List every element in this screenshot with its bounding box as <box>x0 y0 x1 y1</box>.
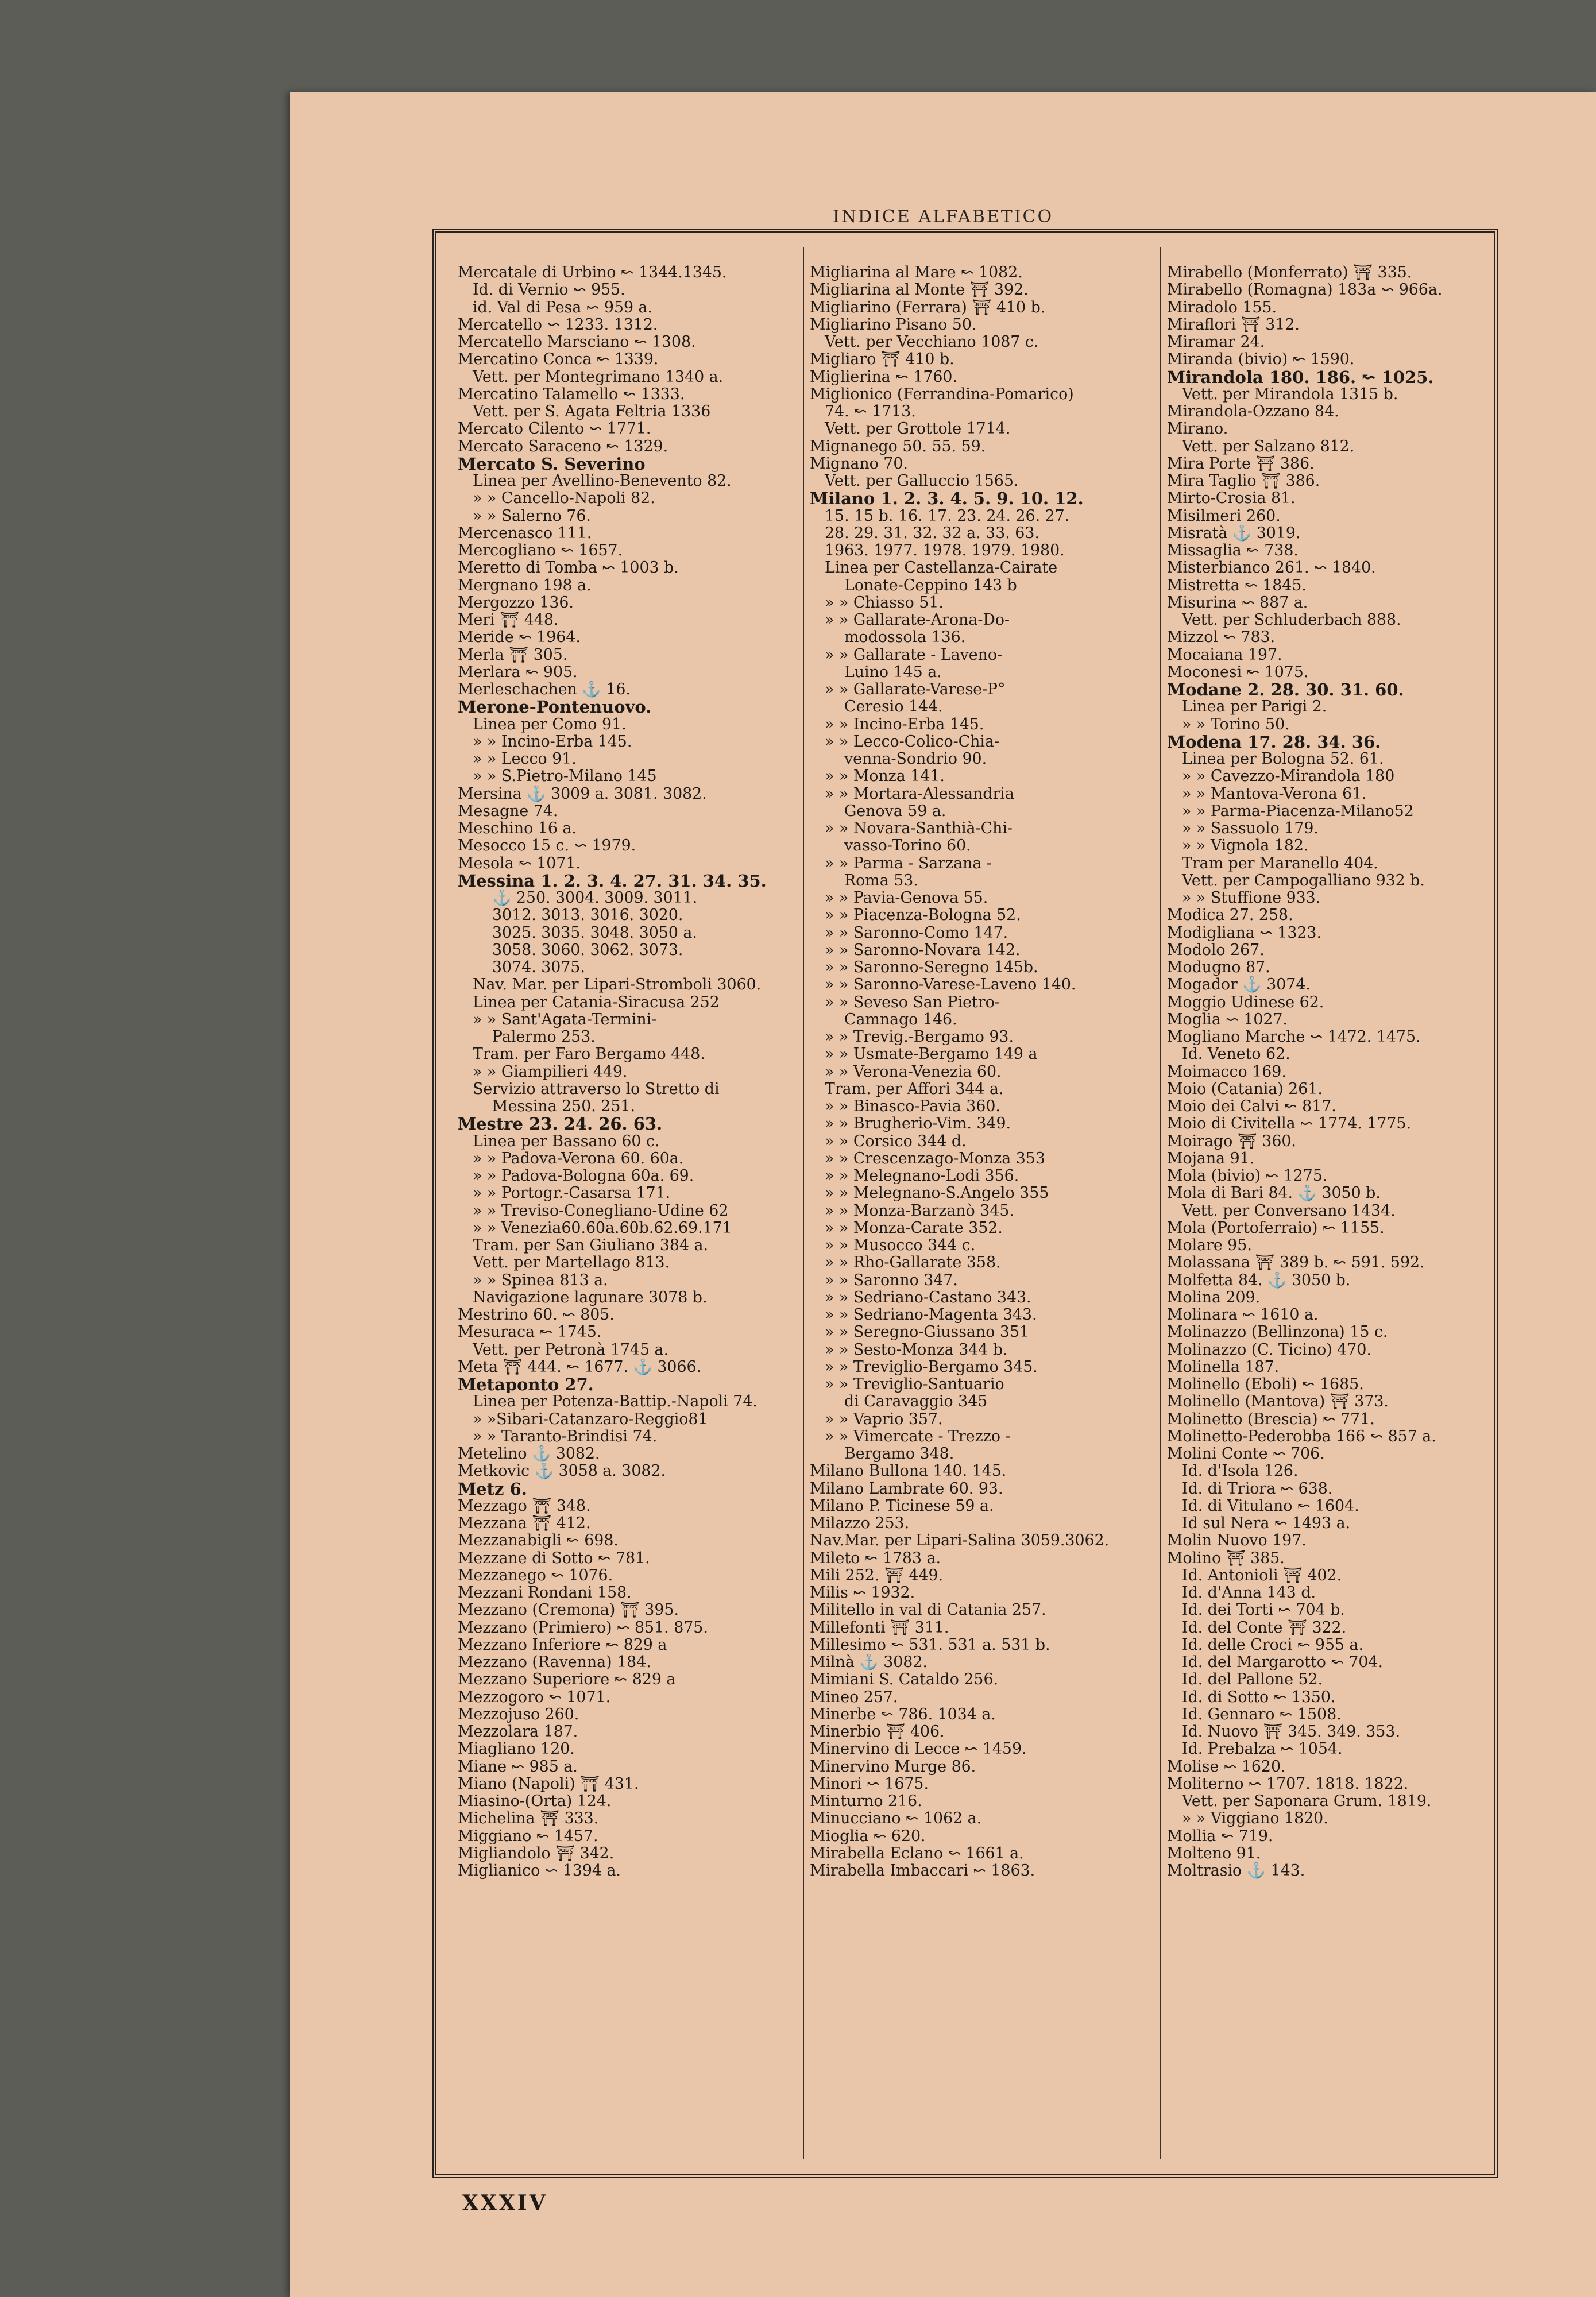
index-entry: 1963. 1977. 1978. 1979. 1980. <box>825 542 1065 559</box>
index-entry: » » Lecco 91. <box>473 751 577 768</box>
index-entry: » » Melegnano-Lodi 356. <box>825 1167 1019 1185</box>
index-entry: Molinello (Eboli) ↜ 1685. <box>1167 1376 1364 1393</box>
index-entry: Mezzano (Ravenna) 184. <box>458 1654 651 1671</box>
index-entry: » » Treviso-Conegliano-Udine 62 <box>473 1202 729 1220</box>
index-entry: 3012. 3013. 3016. 3020. <box>492 907 683 925</box>
index-entry: » » Cavezzo-Mirandola 180 <box>1182 768 1395 786</box>
index-entry: Tram. per San Giuliano 384 a. <box>473 1237 708 1254</box>
index-entry: Vett. per Salzano 812. <box>1182 438 1355 455</box>
index-entry: Minerbio ⛩ 406. <box>810 1723 945 1741</box>
index-entry: Vett. per Campogalliano 932 b. <box>1182 872 1425 890</box>
index-entry: Milano P. Ticinese 59 a. <box>810 1497 994 1515</box>
index-entry: » » Saronno-Como 147. <box>825 924 1008 942</box>
index-entry: » » Melegnano-S.Angelo 355 <box>825 1185 1049 1202</box>
index-entry: Mizzol ↜ 783. <box>1167 629 1276 647</box>
index-entry: Mirandola 180. 186. ↜ 1025. <box>1167 368 1434 386</box>
index-entry: Mogador ⚓ 3074. <box>1167 976 1311 994</box>
index-entry: Messina 250. 251. <box>492 1098 635 1115</box>
index-entry: Mira Porte ⛩ 386. <box>1167 455 1315 473</box>
index-entry: » »Sibari-Catanzaro-Reggio81 <box>473 1410 708 1428</box>
index-entry: Mersina ⚓ 3009 a. 3081. 3082. <box>458 785 707 803</box>
index-entry: Mileto ↜ 1783 a. <box>810 1549 941 1567</box>
index-entry: Id sul Nera ↜ 1493 a. <box>1182 1515 1351 1532</box>
index-entry: Misratà ⚓ 3019. <box>1167 524 1301 542</box>
index-entry: » » Sesto-Monza 344 b. <box>825 1341 1008 1359</box>
index-entry: » » Verona-Venezia 60. <box>825 1063 1002 1081</box>
index-entry: Minturno 216. <box>810 1793 922 1810</box>
index-entry: Navigazione lagunare 3078 b. <box>473 1289 708 1306</box>
index-entry: Michelina ⛩ 333. <box>458 1810 599 1828</box>
index-entry: » » Crescenzago-Monza 353 <box>825 1150 1045 1167</box>
index-entry: » » Saronno-Novara 142. <box>825 941 1021 959</box>
index-entry: Metaponto 27. <box>458 1376 594 1394</box>
index-entry: Mercatino Conca ↜ 1339. <box>458 351 659 369</box>
index-entry: Id. d'Isola 126. <box>1182 1463 1299 1480</box>
index-entry: Id. del Conte ⛩ 322. <box>1182 1619 1347 1637</box>
index-entry: Migliarina al Mare ↜ 1082. <box>810 264 1023 281</box>
index-entry: » » Salerno 76. <box>473 507 591 525</box>
index-entry: Mezzanabigli ↜ 698. <box>458 1532 619 1550</box>
index-entry: 28. 29. 31. 32. 32 a. 33. 63. <box>825 524 1039 542</box>
index-entry: Molinetto (Brescia) ↜ 771. <box>1167 1410 1375 1428</box>
index-entry: Linea per Bassano 60 c. <box>473 1132 660 1150</box>
index-entry: Modena 17. 28. 34. 36. <box>1167 733 1381 751</box>
index-entry: Mezzogoro ↜ 1071. <box>458 1688 611 1706</box>
index-entry: Id. d'Anna 143 d. <box>1182 1584 1316 1602</box>
index-entry: Vett. per Montegrimano 1340 a. <box>473 368 724 386</box>
index-entry: Miraflori ⛩ 312. <box>1167 316 1300 334</box>
index-entry: Miglionico (Ferrandina-Pomarico) <box>810 385 1074 403</box>
index-entry: Vett. per Martellago 813. <box>473 1254 670 1272</box>
index-entry: Mirto-Crosia 81. <box>1167 490 1296 508</box>
index-entry: Minerbe ↜ 786. 1034 a. <box>810 1706 996 1723</box>
index-entry: Molare 95. <box>1167 1237 1252 1254</box>
index-entry: 3025. 3035. 3048. 3050 a. <box>492 924 697 942</box>
index-entry: Migliarino (Ferrara) ⛩ 410 b. <box>810 299 1046 316</box>
index-entry: Mezzano (Cremona) ⛩ 395. <box>458 1602 679 1619</box>
index-entry: Mergnano 198 a. <box>458 577 592 594</box>
index-entry: » » Parma - Sarzana - <box>825 854 992 872</box>
index-entry: Id. di Vitulano ↜ 1604. <box>1182 1497 1359 1515</box>
index-entry: Modugno 87. <box>1167 959 1270 976</box>
index-entry: Modigliana ↜ 1323. <box>1167 924 1322 942</box>
index-entry: Mercenasco 111. <box>458 524 592 542</box>
index-entry: » » Sassuolo 179. <box>1182 820 1319 837</box>
index-entry: Vett. per Schluderbach 888. <box>1182 612 1401 629</box>
index-entry: Moirago ⛩ 360. <box>1167 1132 1296 1150</box>
index-entry: Id. di Sotto ↜ 1350. <box>1182 1688 1336 1706</box>
index-entry: Vett. per Petronà 1745 a. <box>473 1341 669 1359</box>
index-entry: » » Chiasso 51. <box>825 594 944 612</box>
index-entry: Vett. per Galluccio 1565. <box>825 473 1019 490</box>
index-entry: Vett. per Saponara Grum. 1819. <box>1182 1793 1432 1810</box>
column-divider <box>1160 247 1161 2159</box>
index-entry: » » Gallarate-Varese-P° <box>825 681 1006 698</box>
index-entry: Mojana 91. <box>1167 1150 1255 1167</box>
index-entry: Molassana ⛩ 389 b. ↜ 591. 592. <box>1167 1254 1425 1272</box>
index-entry: Mirabello (Romagna) 183a ↜ 966a. <box>1167 281 1443 299</box>
index-entry: Lonate-Ceppino 143 b <box>844 577 1017 594</box>
index-entry: Miramar 24. <box>1167 334 1265 351</box>
index-entry: Mezzago ⛩ 348. <box>458 1497 591 1515</box>
index-entry: Mola (Portoferraio) ↜ 1155. <box>1167 1219 1385 1237</box>
index-entry: Milano Bullona 140. 145. <box>810 1463 1007 1480</box>
index-entry: Merone-Pontenuovo. <box>458 698 652 716</box>
index-entry: Moio dei Calvi ↜ 817. <box>1167 1098 1336 1115</box>
index-entry: » » Mortara-Alessandria <box>825 785 1014 803</box>
index-entry: Vett. per Vecchiano 1087 c. <box>825 334 1039 351</box>
index-entry: Ceresio 144. <box>844 698 943 716</box>
index-entry: » » Seveso San Pietro- <box>825 993 1000 1011</box>
index-entry: » » Incino-Erba 145. <box>473 733 632 751</box>
index-entry: Mesagne 74. <box>458 802 558 820</box>
index-entry: Molino ⛩ 385. <box>1167 1549 1285 1567</box>
index-entry: Id. del Pallone 52. <box>1182 1671 1323 1689</box>
index-entry: » » Mantova-Verona 61. <box>1182 785 1367 803</box>
index-entry: Moio (Catania) 261. <box>1167 1080 1323 1098</box>
index-entry: Meride ↜ 1964. <box>458 629 581 647</box>
index-entry: Id. di Triora ↜ 638. <box>1182 1480 1333 1498</box>
index-entry: Mercogliano ↜ 1657. <box>458 542 623 559</box>
index-entry: 15. 15 b. 16. 17. 23. 24. 26. 27. <box>825 507 1070 525</box>
index-entry: Luino 145 a. <box>844 663 942 681</box>
index-entry: Mola di Bari 84. ⚓ 3050 b. <box>1167 1185 1381 1202</box>
index-entry: Metkovic ⚓ 3058 a. 3082. <box>458 1463 666 1480</box>
index-entry: » » Monza-Carate 352. <box>825 1219 1003 1237</box>
index-entry: Mimiani S. Cataldo 256. <box>810 1671 999 1689</box>
index-entry: Molin Nuovo 197. <box>1167 1532 1307 1550</box>
index-entry: » » Saronno-Seregno 145b. <box>825 959 1038 976</box>
index-entry: Merla ⛩ 305. <box>458 646 568 664</box>
index-entry: Id. Veneto 62. <box>1182 1046 1290 1064</box>
index-entry: Id. dei Torti ↜ 704 b. <box>1182 1602 1345 1619</box>
index-entry: Mezzojuso 260. <box>458 1706 579 1723</box>
index-entry: di Caravaggio 345 <box>844 1393 988 1411</box>
index-entry: » » Piacenza-Bologna 52. <box>825 907 1021 925</box>
index-entry: » » Padova-Bologna 60a. 69. <box>473 1167 694 1185</box>
index-entry: » » Incino-Erba 145. <box>825 716 984 733</box>
index-entry: Molinello (Mantova) ⛩ 373. <box>1167 1393 1389 1411</box>
index-entry: Modane 2. 28. 30. 31. 60. <box>1167 681 1404 699</box>
index-entry: modossola 136. <box>844 629 966 647</box>
index-entry: Moconesi ↜ 1075. <box>1167 663 1309 681</box>
index-entry: Vett. per Conversano 1434. <box>1182 1202 1396 1220</box>
index-entry: Mergozzo 136. <box>458 594 574 612</box>
index-entry: » » Gallarate-Arona-Do- <box>825 612 1010 629</box>
index-entry: Mercato S. Severino <box>458 455 646 473</box>
index-entry: Millesimo ↜ 531. 531 a. 531 b. <box>810 1636 1050 1654</box>
index-entry: Id. Prebalza ↜ 1054. <box>1182 1741 1343 1758</box>
index-entry: Mezzana ⛩ 412. <box>458 1515 591 1532</box>
index-entry: Merlara ↜ 905. <box>458 663 578 681</box>
index-entry: Mezzolara 187. <box>458 1723 578 1741</box>
index-entry: Meretto di Tomba ↜ 1003 b. <box>458 559 679 577</box>
index-entry: » » Usmate-Bergamo 149 a <box>825 1046 1038 1064</box>
index-entry: Tram. per Affori 344 a. <box>825 1080 1004 1098</box>
index-entry: Modolo 267. <box>1167 941 1265 959</box>
index-entry: Linea per Bologna 52. 61. <box>1182 751 1384 768</box>
index-entry: Milano Lambrate 60. 93. <box>810 1480 1003 1498</box>
index-entry: Tram per Maranello 404. <box>1182 854 1378 872</box>
index-entry: » » Cancello-Napoli 82. <box>473 490 655 508</box>
index-entry: » » Treviglio-Bergamo 345. <box>825 1358 1038 1376</box>
index-entry: Molinella 187. <box>1167 1358 1280 1376</box>
index-entry: » » Saronno-Varese-Laveno 140. <box>825 976 1076 994</box>
index-entry: Molfetta 84. ⚓ 3050 b. <box>1167 1271 1351 1289</box>
index-entry: ⚓ 250. 3004. 3009. 3011. <box>492 890 698 907</box>
index-entry: Servizio attraverso lo Stretto di <box>473 1080 720 1098</box>
index-entry: Tram. per Faro Bergamo 448. <box>473 1046 705 1064</box>
index-entry: Misilmeri 260. <box>1167 507 1281 525</box>
index-entry: Nav.Mar. per Lipari-Salina 3059.3062. <box>810 1532 1110 1550</box>
index-entry: » » Monza 141. <box>825 768 945 786</box>
index-entry: » » Brugherio-Vim. 349. <box>825 1115 1011 1133</box>
index-entry: » » Lecco-Colico-Chia- <box>825 733 1000 751</box>
index-entry: Miagliano 120. <box>458 1741 575 1758</box>
index-entry: » » Stuffione 933. <box>1182 890 1321 907</box>
index-entry: Moimacco 169. <box>1167 1063 1286 1081</box>
index-entry: Mirabella Imbaccari ↜ 1863. <box>810 1862 1035 1880</box>
index-entry: Milano 1. 2. 3. 4. 5. 9. 10. 12. <box>810 490 1084 508</box>
index-entry: » » Vignola 182. <box>1182 837 1309 855</box>
index-entry: Moglia ↜ 1027. <box>1167 1011 1288 1028</box>
index-entry: » » Vaprio 357. <box>825 1410 943 1428</box>
index-entry: Mezzano Superiore ↜ 829 a <box>458 1671 676 1689</box>
index-entry: Mercato Saraceno ↜ 1329. <box>458 438 668 455</box>
index-entry: Molina 209. <box>1167 1289 1261 1306</box>
index-entry: Mocaiana 197. <box>1167 646 1282 664</box>
index-entry: Mirandola-Ozzano 84. <box>1167 403 1339 420</box>
index-entry: Migliarino Pisano 50. <box>810 316 977 334</box>
index-entry: Linea per Parigi 2. <box>1182 698 1327 716</box>
index-entry: Mercatino Talamello ↜ 1333. <box>458 385 685 403</box>
index-entry: Vett. per S. Agata Feltria 1336 <box>473 403 711 420</box>
index-entry: id. Val di Pesa ↜ 959 a. <box>473 299 653 316</box>
index-entry: Moggio Udinese 62. <box>1167 993 1324 1011</box>
index-entry: Linea per Catania-Siracusa 252 <box>473 993 720 1011</box>
index-entry: Linea per Potenza-Battip.-Napoli 74. <box>473 1393 758 1411</box>
page-header: INDICE ALFABETICO <box>832 207 1054 227</box>
index-entry: Mezzano Inferiore ↜ 829 a <box>458 1636 667 1654</box>
index-entry: Mercato Cilento ↜ 1771. <box>458 420 651 438</box>
index-entry: Militello in val di Catania 257. <box>810 1602 1046 1619</box>
index-entry: Molinara ↜ 1610 a. <box>1167 1306 1319 1324</box>
index-entry: vasso-Torino 60. <box>844 837 971 855</box>
index-entry: Id. delle Croci ↜ 955 a. <box>1182 1636 1363 1654</box>
index-entry: Bergamo 348. <box>844 1445 954 1463</box>
index-entry: Minucciano ↜ 1062 a. <box>810 1810 982 1828</box>
index-entry: Mercatello ↜ 1233. 1312. <box>458 316 658 334</box>
index-entry: Linea per Avellino-Benevento 82. <box>473 473 732 490</box>
index-entry: » » Parma-Piacenza-Milano52 <box>1182 802 1414 820</box>
index-column-1 <box>458 264 802 1880</box>
index-entry: Molteno 91. <box>1167 1844 1261 1862</box>
index-entry: Migliaro ⛩ 410 b. <box>810 351 954 369</box>
index-entry: Mineo 257. <box>810 1688 898 1706</box>
index-entry: Migliandolo ⛩ 342. <box>458 1844 615 1862</box>
index-column-3 <box>1167 264 1512 1880</box>
index-entry: Miane ↜ 985 a. <box>458 1758 578 1776</box>
index-entry: Moltrasio ⚓ 143. <box>1167 1862 1305 1880</box>
index-entry: » » S.Pietro-Milano 145 <box>473 768 657 786</box>
index-entry: Millefonti ⛩ 311. <box>810 1619 949 1637</box>
index-entry: Merleschachen ⚓ 16. <box>458 681 631 698</box>
index-entry: Miasino-(Orta) 124. <box>458 1793 612 1810</box>
index-entry: Id. Antonioli ⛩ 402. <box>1182 1567 1342 1584</box>
index-entry: » » Trevig.-Bergamo 93. <box>825 1028 1014 1046</box>
page-number: XXXIV <box>462 2191 548 2215</box>
index-entry: Mezzano (Primiero) ↜ 851. 875. <box>458 1619 708 1637</box>
book-page <box>290 92 1596 2297</box>
index-entry: » » Venezia60.60a.60b.62.69.171 <box>473 1219 732 1237</box>
index-entry: » » Portogr.-Casarsa 171. <box>473 1185 671 1202</box>
index-entry: Mignano 70. <box>810 455 908 473</box>
index-entry: Moliterno ↜ 1707. 1818. 1822. <box>1167 1775 1409 1793</box>
index-entry: Vett. per Mirandola 1315 b. <box>1182 385 1398 403</box>
index-entry: Camnago 146. <box>844 1011 957 1028</box>
index-entry: Mezzane di Sotto ↜ 781. <box>458 1549 650 1567</box>
index-entry: 3074. 3075. <box>492 959 585 976</box>
index-entry: Messina 1. 2. 3. 4. 27. 31. 34. 35. <box>458 872 767 890</box>
index-entry: Misurina ↜ 887 a. <box>1167 594 1308 612</box>
index-column-2 <box>810 264 1154 1880</box>
index-entry: Milazzo 253. <box>810 1515 910 1532</box>
index-entry: Moio di Civitella ↜ 1774. 1775. <box>1167 1115 1411 1133</box>
index-entry: 3058. 3060. 3062. 3073. <box>492 941 683 959</box>
index-entry: Nav. Mar. per Lipari-Stromboli 3060. <box>473 976 762 994</box>
index-entry: Miano (Napoli) ⛩ 431. <box>458 1775 639 1793</box>
index-entry: Mogliano Marche ↜ 1472. 1475. <box>1167 1028 1421 1046</box>
index-entry: » » Giampilieri 449. <box>473 1063 628 1081</box>
index-entry: Mesocco 15 c. ↜ 1979. <box>458 837 636 855</box>
index-entry: Id. di Vernio ↜ 955. <box>473 281 625 299</box>
index-entry: Metz 6. <box>458 1480 527 1498</box>
index-entry: » » Viggiano 1820. <box>1182 1810 1328 1828</box>
index-entry: Mollia ↜ 719. <box>1167 1827 1273 1845</box>
index-entry: Genova 59 a. <box>844 802 946 820</box>
index-entry: Migliarina al Monte ⛩ 392. <box>810 281 1029 299</box>
index-entry: Mesuraca ↜ 1745. <box>458 1324 602 1341</box>
index-entry: Molinazzo (Bellinzona) 15 c. <box>1167 1324 1388 1341</box>
index-entry: Linea per Castellanza-Cairate <box>825 559 1058 577</box>
index-entry: Mestrino 60. ↜ 805. <box>458 1306 615 1324</box>
index-entry: Mistretta ↜ 1845. <box>1167 577 1307 594</box>
index-entry: » » Vimercate - Trezzo - <box>825 1428 1011 1445</box>
index-entry: » » Pavia-Genova 55. <box>825 890 988 907</box>
index-entry: » » Taranto-Brindisi 74. <box>473 1428 658 1445</box>
index-entry: » » Spinea 813 a. <box>473 1271 608 1289</box>
index-entry: Milis ↜ 1932. <box>810 1584 915 1602</box>
index-entry: Meta ⛩ 444. ↜ 1677. ⚓ 3066. <box>458 1358 702 1376</box>
index-entry: » » Treviglio-Santuario <box>825 1376 1004 1393</box>
index-entry: » » Musocco 344 c. <box>825 1237 976 1254</box>
index-entry: » » Sedriano-Magenta 343. <box>825 1306 1037 1324</box>
index-entry: Modica 27. 258. <box>1167 907 1293 925</box>
index-entry: » » Sant'Agata-Termini- <box>473 1011 657 1028</box>
index-entry: Miglianico ↜ 1394 a. <box>458 1862 621 1880</box>
index-entry: Minervino Murge 86. <box>810 1758 976 1776</box>
index-entry: Miglierina ↜ 1760. <box>810 368 957 386</box>
index-entry: Mola (bivio) ↜ 1275. <box>1167 1167 1328 1185</box>
index-entry: Mestre 23. 24. 26. 63. <box>458 1115 663 1133</box>
index-entry: » » Seregno-Giussano 351 <box>825 1324 1030 1341</box>
index-entry: » » Novara-Santhià-Chi- <box>825 820 1013 837</box>
index-entry: Meschino 16 a. <box>458 820 577 837</box>
index-entry: » » Binasco-Pavia 360. <box>825 1098 1000 1115</box>
index-entry: venna-Sondrio 90. <box>844 751 987 768</box>
index-entry: Id. del Margarotto ↜ 704. <box>1182 1654 1383 1671</box>
index-entry: 74. ↜ 1713. <box>825 403 916 420</box>
index-entry: Miggiano ↜ 1457. <box>458 1827 598 1845</box>
index-entry: » » Rho-Gallarate 358. <box>825 1254 1001 1272</box>
index-entry: Molinetto-Pederobba 166 ↜ 857 a. <box>1167 1428 1436 1445</box>
index-entry: » » Sedriano-Castano 343. <box>825 1289 1031 1306</box>
column-divider <box>803 247 804 2159</box>
index-entry: Mesola ↜ 1071. <box>458 854 581 872</box>
index-entry: Mira Taglio ⛩ 386. <box>1167 473 1320 490</box>
index-entry: Palermo 253. <box>492 1028 596 1046</box>
index-entry: Misterbianco 261. ↜ 1840. <box>1167 559 1376 577</box>
index-entry: Mirabello (Monferrato) ⛩ 335. <box>1167 264 1412 281</box>
index-entry: Linea per Como 91. <box>473 716 627 733</box>
index-entry: Vett. per Grottole 1714. <box>825 420 1011 438</box>
index-entry: Meri ⛩ 448. <box>458 612 559 629</box>
index-entry: » » Saronno 347. <box>825 1271 958 1289</box>
index-entry: Molise ↜ 1620. <box>1167 1758 1286 1776</box>
index-entry: » » Corsico 344 d. <box>825 1132 967 1150</box>
index-entry: Id. Gennaro ↜ 1508. <box>1182 1706 1342 1723</box>
index-entry: » » Monza-Barzanò 345. <box>825 1202 1014 1220</box>
index-entry: Metelino ⚓ 3082. <box>458 1445 600 1463</box>
index-entry: Minori ↜ 1675. <box>810 1775 929 1793</box>
index-entry: Mezzani Rondani 158. <box>458 1584 632 1602</box>
index-entry: » » Gallarate - Laveno- <box>825 646 1003 664</box>
index-entry: Id. Nuovo ⛩ 345. 349. 353. <box>1182 1723 1400 1741</box>
index-entry: Minervino di Lecce ↜ 1459. <box>810 1741 1027 1758</box>
index-entry: Mirabella Eclano ↜ 1661 a. <box>810 1844 1024 1862</box>
index-entry: Miranda (bivio) ↜ 1590. <box>1167 351 1355 369</box>
index-entry: Mercatale di Urbino ↜ 1344.1345. <box>458 264 727 281</box>
index-entry: Molinazzo (C. Ticino) 470. <box>1167 1341 1371 1359</box>
index-entry: Mirano. <box>1167 420 1228 438</box>
index-entry: » » Torino 50. <box>1182 716 1290 733</box>
index-entry: Miradolo 155. <box>1167 299 1277 316</box>
index-entry: Mezzanego ↜ 1076. <box>458 1567 613 1584</box>
index-entry: Roma 53. <box>844 872 918 890</box>
index-entry: » » Padova-Verona 60. 60a. <box>473 1150 684 1167</box>
index-entry: Missaglia ↜ 738. <box>1167 542 1299 559</box>
index-entry: Molini Conte ↜ 706. <box>1167 1445 1325 1463</box>
index-entry: Mignanego 50. 55. 59. <box>810 438 986 455</box>
index-entry: Mioglia ↜ 620. <box>810 1827 926 1845</box>
index-entry: Milnà ⚓ 3082. <box>810 1654 928 1671</box>
index-entry: Mili 252. ⛩ 449. <box>810 1567 944 1584</box>
index-entry: Mercatello Marsciano ↜ 1308. <box>458 334 696 351</box>
